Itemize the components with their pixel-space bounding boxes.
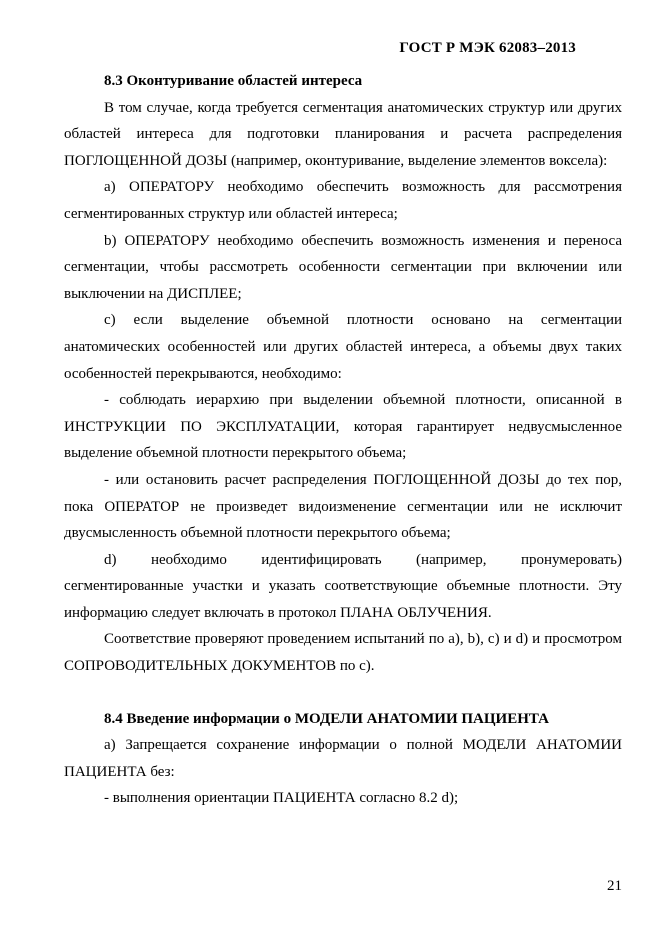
list-item-8-4-a: a) Запрещается сохранение информации о полной МОДЕЛИ АНАТОМИИ ПАЦИЕНТА без: bbox=[64, 737, 622, 780]
list-subitem-8-4-a-1: - выполнения ориентации ПАЦИЕНТА согласно 8.2 d); bbox=[104, 790, 459, 807]
list-item-d: d) необходимо идентифицировать (например, пронумеровать) сегментированные участки и указать соответствующие объемные плотности. Эту информацию следует включать в протокол ПЛАНА ОБЛУЧЕНИЯ. bbox=[64, 551, 622, 621]
section-spacer bbox=[64, 680, 622, 706]
list-subitem-c-2: - или остановить расчет распределения ПОГЛОЩЕННОЙ ДОЗЫ до тех пор, пока ОПЕРАТОР не произведет видоизменение сегментации или не исключит двусмысленность объемной плотности перекрытого объема; bbox=[64, 471, 622, 542]
list-item-c: c) если выделение объемной плотности основано на сегментации анатомических особенностей или других областей интереса, а объемы двух таких особенностей перекрываются, необходимо: bbox=[64, 312, 622, 382]
list-item-b: b) ОПЕРАТОРУ необходимо обеспечить возможность изменения и переноса сегментации, чтобы рассмотреть особенности сегментации при включении или выключении на ДИСПЛЕЕ; bbox=[64, 232, 622, 302]
document-code: ГОСТ Р МЭК 62083–2013 bbox=[399, 40, 576, 56]
compliance-paragraph: Соответствие проверяют проведением испытаний по a), b), c) и d) и просмотром СОПРОВОДИТЕЛЬНЫХ ДОКУМЕНТОВ по c). bbox=[64, 631, 622, 675]
page-number: 21 bbox=[607, 878, 622, 894]
document-body bbox=[64, 68, 622, 812]
section-heading-8-4: 8.4 Введение информации о МОДЕЛИ АНАТОМИИ ПАЦИЕНТА bbox=[104, 710, 549, 727]
list-subitem-c-1: - соблюдать иерархию при выделении объемной плотности, описанной в ИНСТРУКЦИИ ПО ЭКСПЛУАТАЦИИ, которая гарантирует недвусмысленное выделение объемной плотности перекрытого объема; bbox=[64, 392, 622, 462]
paragraph-intro: В том случае, когда требуется сегментация анатомических структур или других областей интереса для подготовки планирования и расчета распределения ПОГЛОЩЕННОЙ ДОЗЫ (например, оконтуривание, выделение элементов воксела): bbox=[64, 99, 622, 169]
list-item-a: a) ОПЕРАТОРУ необходимо обеспечить возможность для рассмотрения сегментированных структур или областей интереса; bbox=[64, 179, 622, 222]
section-heading-8-3: 8.3 Оконтуривание областей интереса bbox=[104, 73, 363, 89]
